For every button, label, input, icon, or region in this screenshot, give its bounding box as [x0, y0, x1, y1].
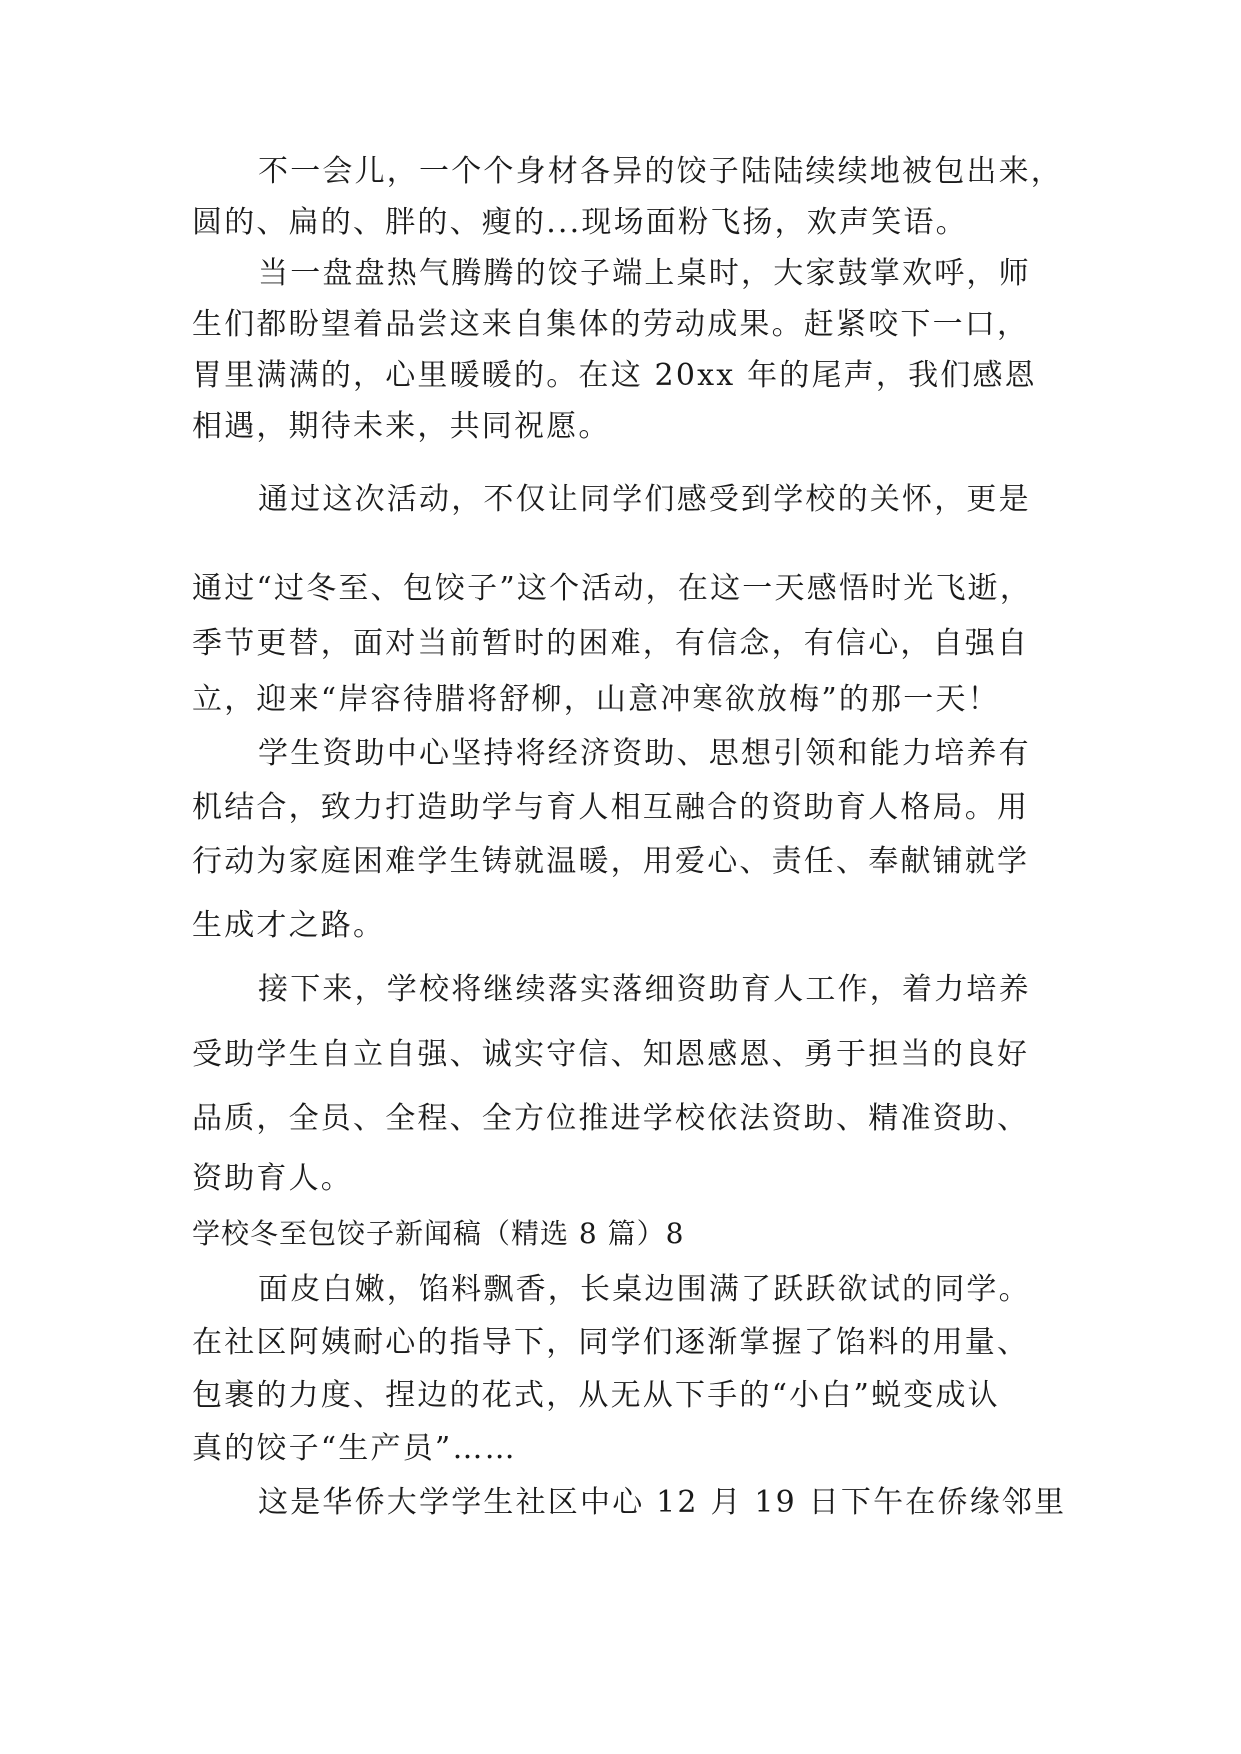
paragraph-4-line-2: 机结合，致力打造助学与育人相互融合的资助育人格局。用: [192, 790, 1030, 825]
paragraph-1-line-2: 圆的、扁的、胖的、瘦的...现场面粉飞扬，欢声笑语。: [192, 205, 968, 240]
paragraph-2-line-1: 当一盘盘热气腾腾的饺子端上桌时，大家鼓掌欢呼，师: [258, 256, 1031, 291]
paragraph-4-line-4: 生成才之路。: [192, 908, 386, 943]
paragraph-7-line-1: 这是华侨大学学生社区中心 12 月 19 日下午在侨缘邻里: [258, 1485, 1067, 1520]
paragraph-3-line-4: 立，迎来“岸容待腊将舒柳，山意冲寒欲放梅”的那一天！: [192, 682, 1000, 717]
paragraph-4-line-1: 学生资助中心坚持将经济资助、思想引领和能力培养有: [258, 736, 1031, 771]
paragraph-3-line-3: 季节更替，面对当前暂时的困难，有信念，有信心，自强自: [192, 626, 1030, 661]
paragraph-6-line-2: 在社区阿姨耐心的指导下，同学们逐渐掌握了馅料的用量、: [192, 1325, 1030, 1360]
paragraph-2-line-4: 相遇，期待未来，共同祝愿。: [192, 409, 611, 444]
paragraph-5-line-1: 接下来，学校将继续落实落细资助育人工作，着力培养: [258, 972, 1031, 1007]
paragraph-5-line-4: 资助育人。: [192, 1161, 353, 1196]
paragraph-6-line-1: 面皮白嫩，馅料飘香，长桌边围满了跃跃欲试的同学。: [258, 1272, 1031, 1307]
paragraph-1-line-1: 不一会儿，一个个身材各异的饺子陆陆续续地被包出来，: [258, 154, 1063, 189]
paragraph-6-line-4: 真的饺子“生产员”……: [192, 1431, 517, 1466]
paragraph-5-line-2: 受助学生自立自强、诚实守信、知恩感恩、勇于担当的良好: [192, 1037, 1030, 1072]
paragraph-3-line-2: 通过“过冬至、包饺子”这个活动，在这一天感悟时光飞逝，: [192, 571, 1033, 606]
paragraph-6-line-3: 包裹的力度、捏边的花式，从无从下手的“小白”蜕变成认: [192, 1378, 1000, 1413]
paragraph-3-line-1: 通过这次活动，不仅让同学们感受到学校的关怀，更是: [258, 482, 1031, 517]
section-heading: 学校冬至包饺子新闻稿（精选 8 篇）8: [192, 1217, 685, 1250]
paragraph-2-line-3: 胃里满满的，心里暖暖的。在这 20xx 年的尾声，我们感恩: [192, 358, 1037, 393]
paragraph-5-line-3: 品质，全员、全程、全方位推进学校依法资助、精准资助、: [192, 1101, 1030, 1136]
paragraph-2-line-2: 生们都盼望着品尝这来自集体的劳动成果。赶紧咬下一口，: [192, 307, 1030, 342]
paragraph-4-line-3: 行动为家庭困难学生铸就温暖，用爱心、责任、奉献铺就学: [192, 844, 1030, 879]
